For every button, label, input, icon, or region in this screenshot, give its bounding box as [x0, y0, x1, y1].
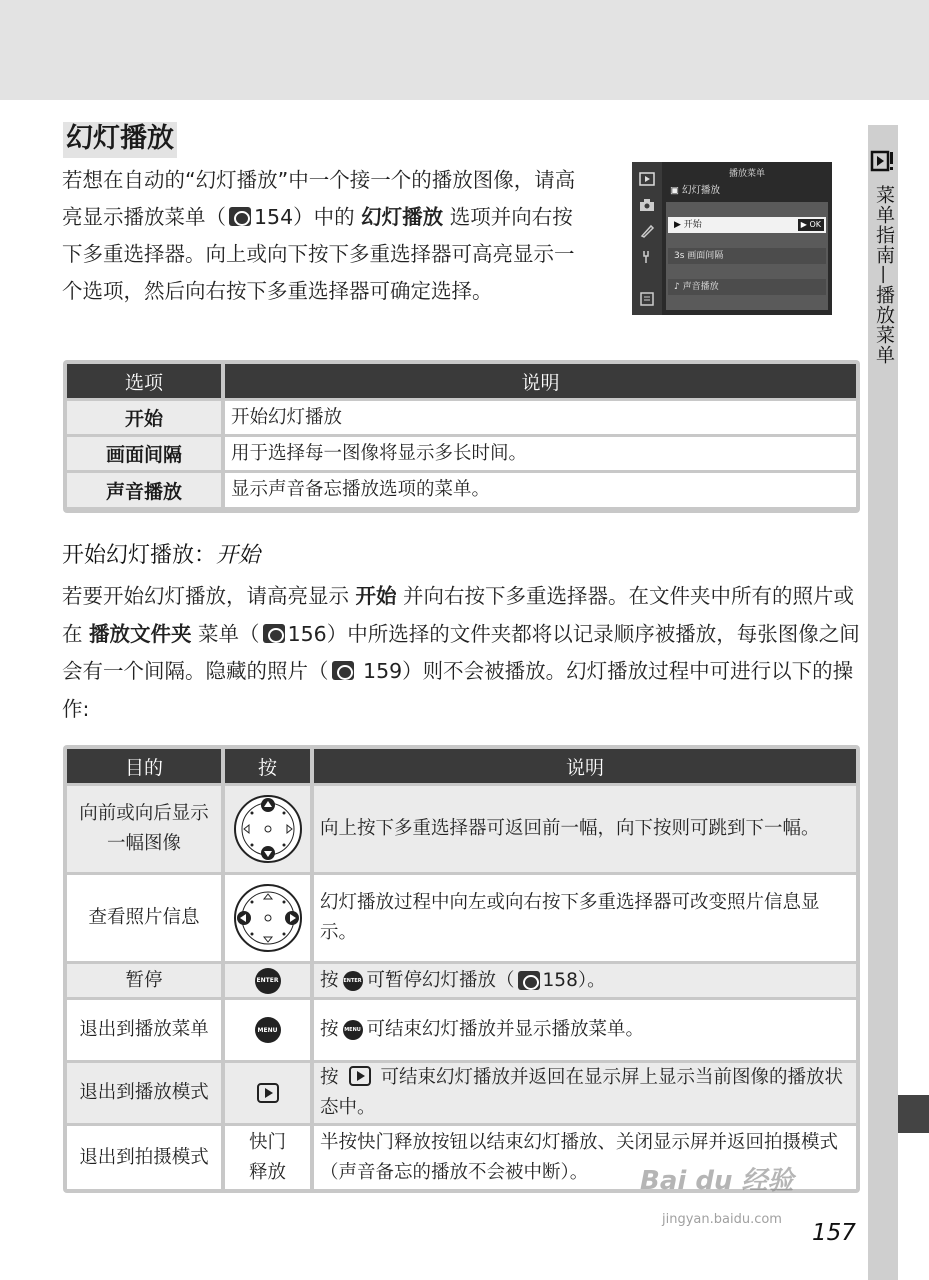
- action-desc: 按 MENU 可结束幻灯播放并显示播放菜单。: [314, 1000, 856, 1060]
- multi-selector-left-right-icon: [232, 882, 304, 954]
- page-number: 157: [812, 1220, 856, 1246]
- action-desc: 半按快门释放按钮以结束幻灯播放、关闭显示屏并返回拍摄模式（声音备忘的播放不会被中断）。: [314, 1126, 856, 1189]
- option-name: 声音播放: [67, 473, 221, 507]
- page-ref-icon: [518, 971, 540, 990]
- playback-button-icon: [349, 1066, 371, 1086]
- action-desc: 按 ENTER 可暂停幻灯播放（ 158 ）。: [314, 964, 856, 997]
- page-ref-icon: [332, 661, 354, 680]
- side-label: 菜单指南—播放菜单: [873, 185, 895, 365]
- option-name: 画面间隔: [67, 437, 221, 470]
- menu-button-icon: MENU: [255, 1017, 281, 1043]
- action-purpose: 退出到拍摄模式: [67, 1126, 221, 1189]
- options-header-option: 选项: [67, 364, 221, 398]
- actions-header-desc: 说明: [314, 749, 856, 783]
- camera-menu-row-interval: 3s 画面间隔: [668, 248, 826, 264]
- enter-button-icon: ENTER: [343, 971, 363, 991]
- playback-button-icon: [257, 1083, 279, 1103]
- actions-table: [63, 745, 860, 1193]
- play-tab-icon: [639, 172, 655, 186]
- camera-tab-icon: [639, 198, 655, 212]
- intro-paragraph: 若想在自动的“幻灯播放”中一个接一个的播放图像，请高亮显示播放菜单（ 154）中的 幻灯播放 选项并向右按下多重选择器。向上或向下按下多重选择器可高亮显示一个选项，然后向右按下多重选择器可确定选择。: [62, 168, 576, 303]
- action-press: [225, 964, 310, 997]
- multi-selector-up-down-icon: [232, 793, 304, 865]
- action-purpose: 退出到播放菜单: [67, 1000, 221, 1060]
- options-table: [63, 360, 860, 513]
- action-press: 快门释放: [225, 1126, 310, 1189]
- action-press: [225, 875, 310, 961]
- menu-button-icon: MENU: [343, 1020, 363, 1040]
- camera-menu-screenshot: [632, 162, 832, 315]
- action-press: [225, 1000, 310, 1060]
- option-desc: 显示声音备忘播放选项的菜单。: [225, 473, 856, 507]
- subsection-title: 开始幻灯播放：开始: [62, 543, 261, 568]
- action-purpose: 退出到播放模式: [67, 1063, 221, 1123]
- ok-indicator: ▶ OK: [798, 219, 824, 231]
- action-purpose: 查看照片信息: [67, 875, 221, 961]
- action-press: [225, 786, 310, 872]
- options-header-desc: 说明: [225, 364, 856, 398]
- camera-menu-row-audio: ♪ 声音播放: [668, 279, 826, 295]
- camera-menu-subtitle: ▣ 幻灯播放: [670, 185, 721, 196]
- enter-button-icon: ENTER: [255, 968, 281, 994]
- action-purpose: 暂停: [67, 964, 221, 997]
- watermark-url: jingyan.baidu.com: [662, 1212, 782, 1227]
- option-desc: 开始幻灯播放: [225, 401, 856, 434]
- camera-menu-title: 播放菜单: [728, 169, 765, 179]
- page-ref-icon: [229, 207, 251, 226]
- action-desc: 按 可结束幻灯播放并返回在显示屏上显示当前图像的播放状态中。: [314, 1063, 856, 1123]
- action-press: [225, 1063, 310, 1123]
- baidu-watermark: Bai du 经验: [640, 1166, 794, 1196]
- recent-tab-icon: [639, 292, 655, 306]
- page-ref-icon: [263, 624, 285, 643]
- wrench-tab-icon: [639, 250, 655, 264]
- actions-header-purpose: 目的: [67, 749, 221, 783]
- action-desc: 幻灯播放过程中向左或向右按下多重选择器可改变照片信息显示。: [314, 875, 856, 961]
- option-desc: 用于选择每一图像将显示多长时间。: [225, 437, 856, 470]
- actions-header-press: 按: [225, 749, 310, 783]
- option-name: 开始: [67, 401, 221, 434]
- action-desc: 向上按下多重选择器可返回前一幅，向下按则可跳到下一幅。: [314, 786, 856, 872]
- page-title: 幻灯播放: [63, 122, 177, 158]
- section-marker: [898, 1095, 929, 1133]
- playback-menu-icon: [870, 150, 896, 174]
- subsection-paragraph: 若要开始幻灯播放，请高亮显示 开始 并向右按下多重选择器。在文件夹中所有的照片或在 播放文件夹 菜单（ 156）中所选择的文件夹都将以记录顺序被播放，每张图像之间会有一个间隔。隐藏的照片（ 159）则不会被播放。幻灯播放过程中可进行以下的操作:: [62, 584, 860, 721]
- action-purpose: 向前或向后显示一幅图像: [67, 786, 221, 872]
- top-band: [0, 0, 929, 100]
- pencil-tab-icon: [639, 224, 655, 238]
- camera-menu-row-start: ▶ 开始 ▶ OK: [668, 217, 826, 233]
